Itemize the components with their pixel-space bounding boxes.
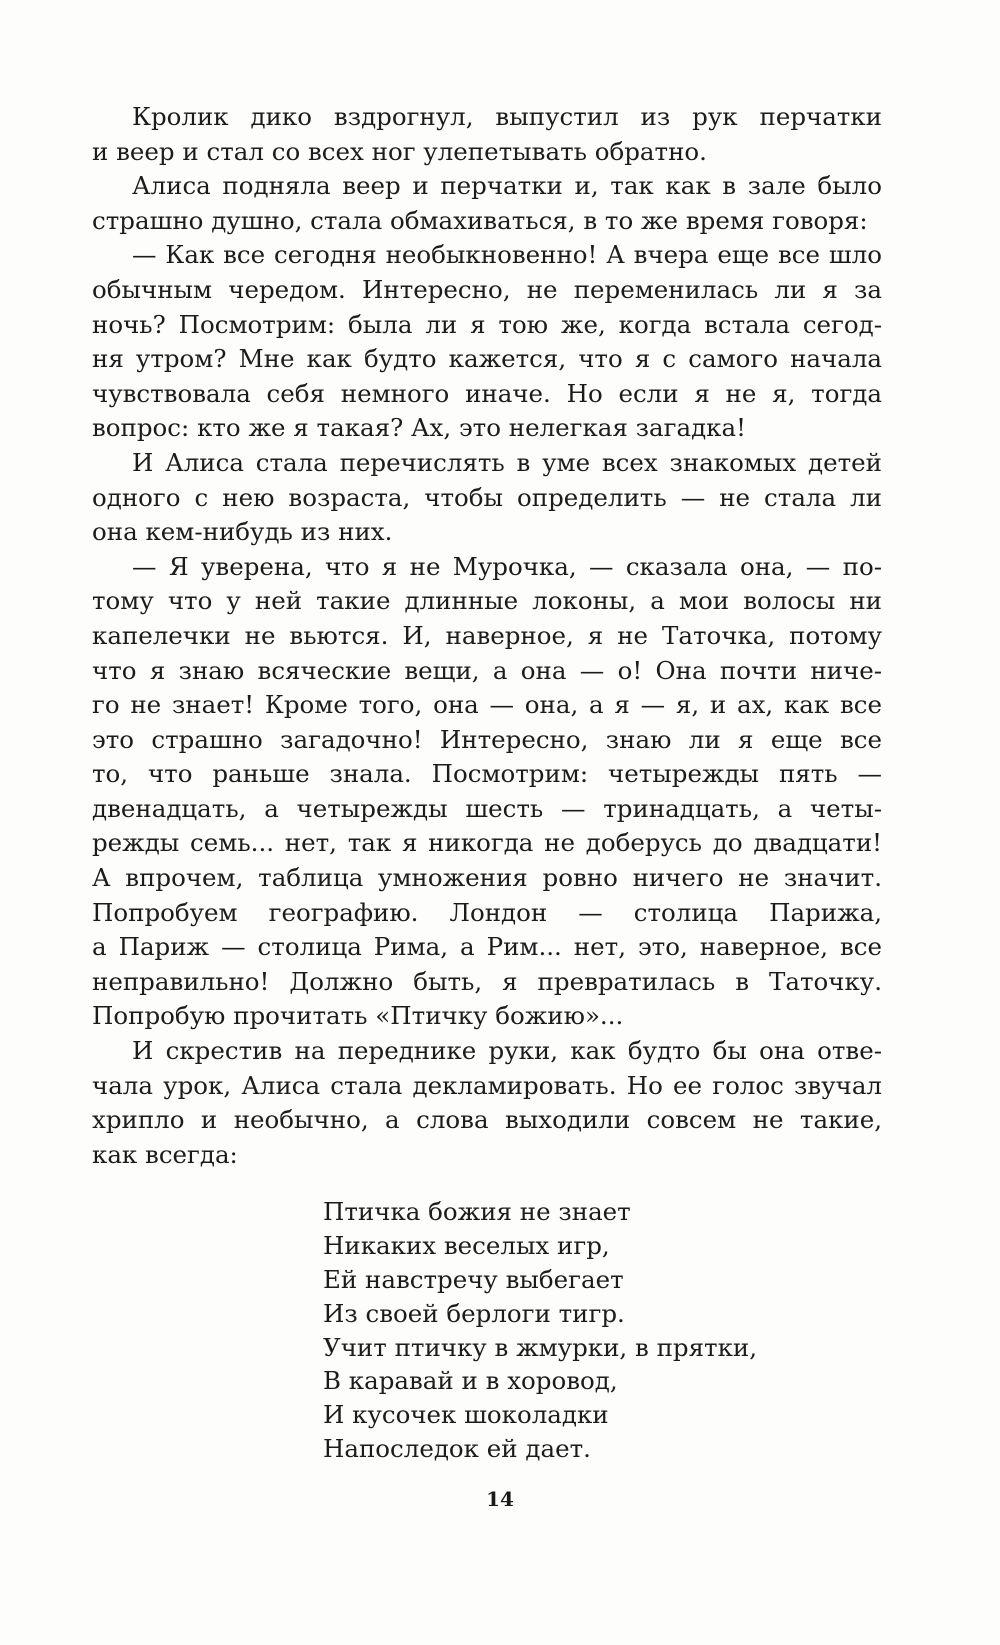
poem-line: Напоследок ей дает. <box>323 1434 591 1464</box>
paragraph <box>92 100 882 169</box>
poem-line: Ей навстречу выбегает <box>323 1264 624 1294</box>
text-line: И Алиса стала перечислять в уме всех знакомых детей <box>132 447 882 477</box>
text-line: ночь? Посмотрим: была ли я тою же, когда встала сегод- <box>92 309 882 339</box>
text-line: — Я уверена, что я не Мурочка, — сказала она, — по- <box>132 551 882 581</box>
text-line: И скрестив на переднике руки, как будто бы она отве- <box>132 1036 882 1066</box>
text-line: чала урок, Алиса стала декламировать. Но ее голос звучал <box>92 1070 882 1100</box>
text-line: что я знаю всяческие вещи, а она — о! Она почти ниче- <box>92 655 882 685</box>
text-line: чувствовала себя немного иначе. Но если я не я, тогда <box>92 378 882 408</box>
text-line: А впрочем, таблица умножения ровно ничего не значит. <box>92 863 882 893</box>
text-line: страшно душно, стала обмахиваться, в то же время говоря: <box>92 205 868 235</box>
text-line: Попробуем географию. Лондон — столица Парижа, <box>92 897 882 927</box>
poem-line: И кусочек шоколадки <box>323 1400 609 1430</box>
paragraph <box>92 238 882 446</box>
text-line: тому что у ней такие длинные локоны, а мои волосы ни <box>92 586 882 616</box>
text-line: Алиса подняла веер и перчатки и, так как в зале было <box>132 171 882 201</box>
paragraph <box>92 446 882 550</box>
poem-line: Птичка божия не знает <box>323 1197 631 1226</box>
text-line: обычным чередом. Интересно, не переменилась ли я за <box>92 274 882 304</box>
poem-line: Учит птичку в жмурки, в прятки, <box>323 1332 758 1362</box>
poem-line: Из своей берлоги тигр. <box>323 1298 625 1328</box>
text-line: Попробую прочитать «Птичку божию»... <box>92 1001 624 1031</box>
poem-line: В каравай и в хоровод, <box>323 1366 618 1396</box>
text-line: как всегда: <box>92 1139 238 1169</box>
text-line: капелечки не вьются. И, наверное, я не Таточка, потому <box>92 620 882 650</box>
text-line: ня утром? Мне как будто кажется, что я с самого начала <box>92 344 882 374</box>
text-line: то, что раньше знала. Посмотрим: четырежды пять — <box>92 759 882 789</box>
page-number: 14 <box>486 1487 514 1511</box>
text-line: хрипло и необычно, а слова выходили совсем не такие, <box>92 1105 882 1135</box>
text-line: неправильно! Должно быть, я превратилась в Таточку. <box>92 966 882 996</box>
paragraph <box>92 1034 882 1172</box>
paragraph <box>92 550 882 1034</box>
poem <box>323 1195 843 1466</box>
text-line: это страшно загадочно! Интересно, знаю ли я еще все <box>92 724 882 754</box>
text-line: режды семь... нет, так я никогда не доберусь до двадцати! <box>92 828 882 858</box>
prose-text <box>92 100 882 1172</box>
poem-line: Никаких веселых игр, <box>323 1230 610 1260</box>
text-line: одного с нею возраста, чтобы определить — не стала ли <box>92 482 882 512</box>
text-line: го не знает! Кроме того, она — она, а я — я, и ах, как все <box>92 690 882 720</box>
text-line: и веер и стал со всех ног улепетывать обратно. <box>92 136 707 166</box>
text-line: а Париж — столица Рима, а Рим... нет, это, наверное, все <box>92 932 882 962</box>
text-line: двенадцать, а четырежды шесть — тринадцать, а четы- <box>92 793 882 823</box>
text-line: Кролик дико вздрогнул, выпустил из рук перчатки <box>132 102 882 131</box>
text-line: она кем-нибудь из них. <box>92 517 393 547</box>
text-line: вопрос: кто же я такая? Ах, это нелегкая загадка! <box>92 413 746 443</box>
paragraph <box>92 169 882 238</box>
text-line: — Как все сегодня необыкновенно! А вчера еще все шло <box>132 240 882 270</box>
